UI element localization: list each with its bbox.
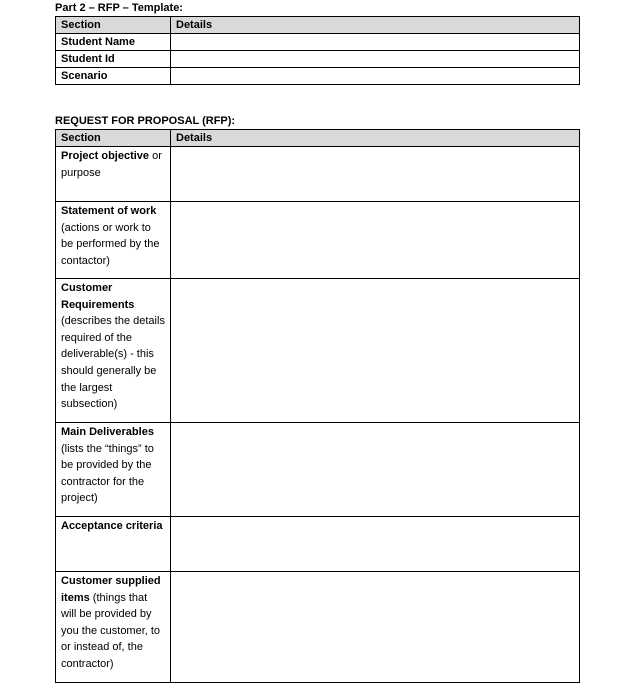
table-row	[56, 423, 580, 517]
acceptance-criteria-label	[56, 517, 171, 572]
section-column-header: Section	[56, 130, 171, 147]
details-column-header: Details	[171, 130, 580, 147]
table-row	[56, 202, 580, 279]
student-name-label: Student Name	[56, 34, 171, 51]
table-row	[56, 51, 580, 68]
section-column-header: Section	[56, 17, 171, 34]
acceptance-criteria-field[interactable]	[171, 517, 580, 572]
rfp-heading: REQUEST FOR PROPOSAL (RFP):	[55, 115, 236, 127]
row-title: Project objective	[61, 150, 150, 162]
row-description: (actions or work to be performed by the contactor)	[61, 221, 160, 267]
student-name-field[interactable]	[171, 34, 580, 51]
row-description: or purpose	[61, 150, 162, 179]
details-column-header: Details	[171, 17, 580, 34]
rfp-table	[55, 129, 580, 683]
scenario-label: Scenario	[56, 68, 171, 85]
part2-heading: Part 2 – RFP – Template:	[55, 2, 183, 14]
row-title: Acceptance criteria	[61, 520, 163, 532]
table-header-row	[56, 17, 580, 34]
student-id-label: Student Id	[56, 51, 171, 68]
row-title: Customer Requirements	[61, 282, 135, 311]
table-row	[56, 279, 580, 423]
customer-requirements-label	[56, 279, 171, 423]
table-row	[56, 517, 580, 572]
row-description: (describes the details required of the deliverable(s) - this should generally be the largest subsection)	[61, 315, 165, 411]
row-title: Customer supplied items	[61, 575, 161, 604]
project-objective-label	[56, 147, 171, 202]
row-title: Statement of work	[61, 205, 157, 217]
table-header-row	[56, 130, 580, 147]
table-row	[56, 68, 580, 85]
project-objective-field[interactable]	[171, 147, 580, 202]
main-deliverables-field[interactable]	[171, 423, 580, 517]
table-row	[56, 34, 580, 51]
customer-supplied-items-field[interactable]	[171, 572, 580, 683]
statement-of-work-label	[56, 202, 171, 279]
scenario-field[interactable]	[171, 68, 580, 85]
row-description: (things that will be provided by you the customer, to or instead of, the contractor)	[61, 591, 161, 670]
student-id-field[interactable]	[171, 51, 580, 68]
student-info-table	[55, 16, 580, 85]
customer-supplied-items-label	[56, 572, 171, 683]
main-deliverables-label	[56, 423, 171, 517]
row-description: (lists the “things” to be provided by the contractor for the project)	[61, 442, 154, 505]
table-row	[56, 147, 580, 202]
row-title: Main Deliverables	[61, 426, 154, 438]
customer-requirements-field[interactable]	[171, 279, 580, 423]
statement-of-work-field[interactable]	[171, 202, 580, 279]
table-row	[56, 572, 580, 683]
